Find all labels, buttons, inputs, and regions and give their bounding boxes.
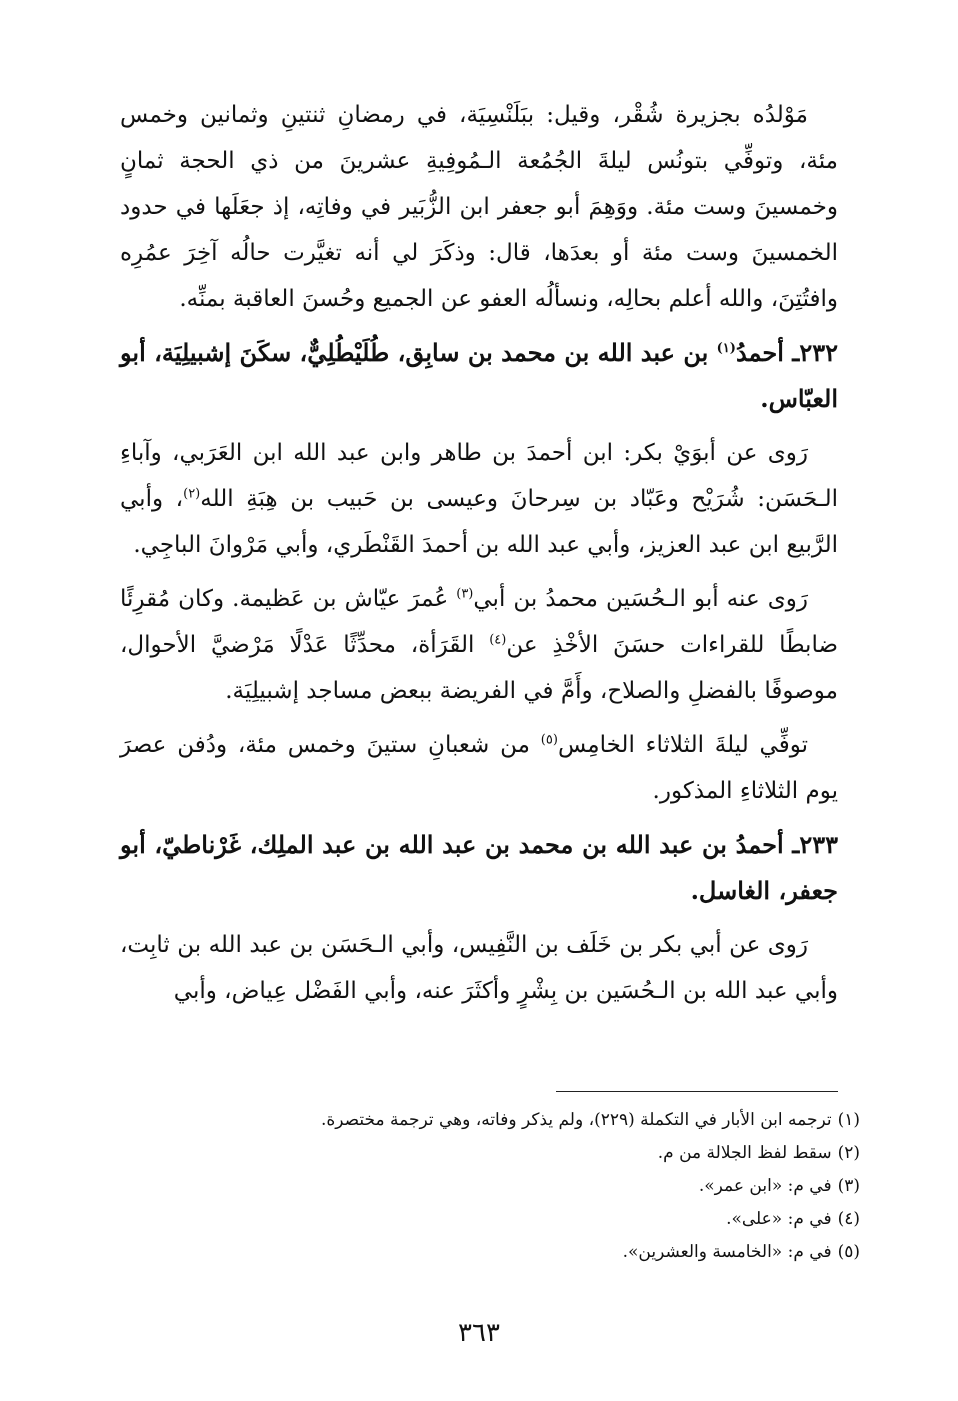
paragraph-text: رَوى عن أبوَيْ بكر: ابن أحمدَ بن طاهر وابن عبد الله ابن العَرَبي، وآباءِ الـحَسَن: شُرَيْح وعَبّاد بن سِرحانَ وعيسى بن حَبيب بن هِبَةِ الله: [120, 440, 838, 512]
footnote-ref-2[interactable]: (٢): [183, 486, 201, 502]
paragraph-teachers-233: [120, 922, 838, 1014]
paragraph-text: عُمرَ عيّاش بن عَظيمة. وكان مُقرِئًا ضابطًا للقراءات حسَنَ الأخْذِ عن: [120, 586, 838, 658]
paragraph-text: ، وأبي الرَّبيع ابن عبد العزيز، وأبي عبد الله بن أحمدَ القَنْطَري، وأبي مَرْوانَ الباجِي.: [120, 486, 838, 558]
footnote-text: في م: «على».: [726, 1209, 832, 1229]
footnotes: [160, 1104, 860, 1269]
footnote-text: سقط لفظ الجلالة من م.: [657, 1143, 832, 1163]
page-number: ٣٦٣: [458, 1318, 500, 1348]
footnote-number: (٤): [837, 1209, 860, 1229]
footnote-3: [160, 1170, 860, 1203]
entry-number-name: ٢٣٢ـ أحمدُ: [735, 338, 838, 367]
footnote-text: ترجمه ابن الأبار في التكملة (٢٢٩)، ولم يذكر وفاته، وهي ترجمة مختصرة.: [320, 1110, 832, 1130]
footnote-5: [160, 1236, 860, 1269]
main-text: [120, 92, 838, 1022]
entry-heading-232: [120, 330, 838, 422]
footnote-ref-4[interactable]: (٤): [489, 632, 507, 648]
footnote-2: [160, 1137, 860, 1170]
footnote-number: (٥): [837, 1242, 860, 1262]
paragraph-death: [120, 722, 838, 814]
paragraph-text: رَوى عنه أبو الـحُسَين محمدُ بن أبي: [473, 586, 808, 612]
footnote-number: (١): [837, 1110, 860, 1130]
footnote-number: (٣): [837, 1176, 860, 1196]
paragraph-text: توفِّي ليلةَ الثلاثاء الخامِس: [557, 732, 808, 758]
paragraph-students: [120, 576, 838, 714]
paragraph-text: القَرَأة، محدِّثًا عَدْلًا مَرْضيَّ الأحوال، موصوفًا بالفضلِ والصلاح، وأَمَّ في الفريضة ببعض مساجد إشبيلِيَة.: [120, 632, 838, 704]
footnote-number: (٢): [837, 1143, 860, 1163]
paragraph-text: من شعبانِ ستينَ وخمس مئة، ودُفن عصرَ يوم الثلاثاءِ المذكور.: [120, 732, 838, 804]
entry-heading-233: [120, 822, 838, 914]
entry-name-rest: بن عبد الله بن محمد بن سابِق، طُلَيْطُلِيٌّ، سكَنَ إشبيلِيَة، أبو العبّاس.: [120, 338, 838, 413]
footnote-ref-1[interactable]: (١): [716, 341, 736, 356]
paragraph-text: مَوْلدُه بجزيرة شُقْر، وقيل: ببَلَنْسِيَة، في رمضانِ ثنتينِ وثمانين وخمس مئة، وتوفِّي بتونُس ليلةَ الجُمُعة الـمُوفِيةِ عشرينَ من ذي الحجة ثمانٍ وخمسينَ وست مئة. ووَهِمَ أبو جعفر ابن الزُّبَير في وفاتِه، إذ جعَلَها في حدود الخمسينَ وست مئة أو بعدَها، قال: وذكَرَ لي أنه تغيَّرت حالُه آخِرَ عمُرِه وافتُتِنَ، والله أعلم بحالِه، ونسألُه العفو عن الجميع وحُسنَ العاقبة بمنِّه.: [120, 102, 838, 312]
paragraph-birth-death: [120, 92, 838, 322]
footnote-1: [160, 1104, 860, 1137]
footnote-text: في م: «الخامسة والعشرين».: [622, 1242, 832, 1262]
entry-title: ٢٣٣ـ أحمدُ بن عبد الله بن محمد بن عبد الله بن عبد الملِك، غَرْناطيّ، أبو جعفر، الغاسل.: [120, 830, 838, 905]
paragraph-teachers: [120, 430, 838, 568]
footnote-ref-5[interactable]: (٥): [540, 732, 558, 748]
footnote-4: [160, 1203, 860, 1236]
footnote-text: في م: «ابن عمر».: [698, 1176, 832, 1196]
footnote-ref-3[interactable]: (٣): [456, 586, 474, 602]
footnote-divider: [556, 1091, 838, 1092]
paragraph-text: رَوى عن أبي بكر بن خَلَف بن النَّفِيس، وأبي الـحَسَن بن عبد الله بن ثابِت، وأبي عبد الله بن الـحُسَين بن بِشْرٍ وأكثَرَ عنه، وأبي الفَضْل عِياض، وأبي: [120, 932, 838, 1004]
